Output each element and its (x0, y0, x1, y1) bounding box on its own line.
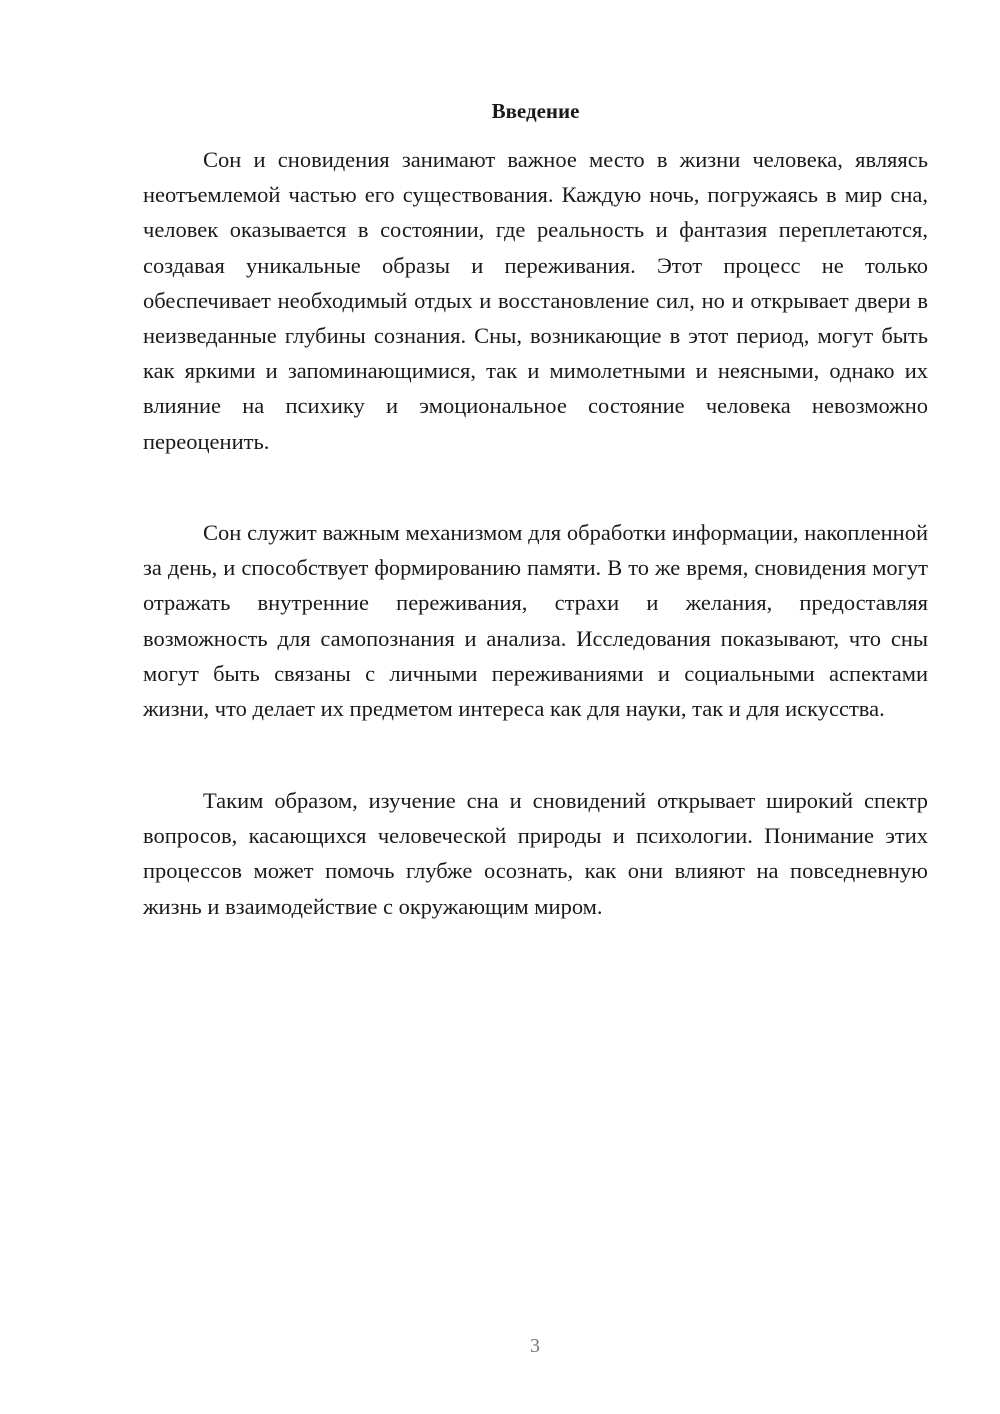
body-paragraph: Сон служит важным механизмом для обработки информации, накопленной за день, и способствует формированию памяти. В то же время, сновидения могут отражать внутренние переживания, страхи и желания, предоставляя возможность для самопознания и анализа. Исследования показывают, что сны могут быть связаны с личными переживаниями и социальными аспектами жизни, что делает их предметом интереса как для науки, так и для искусства. (143, 520, 928, 722)
page-number: 3 (530, 1335, 540, 1357)
body-paragraph: Таким образом, изучение сна и сновидений открывает широкий спектр вопросов, касающихся человеческой природы и психологии. Понимание этих процессов может помочь глубже осознать, как они влияют на повседневную жизнь и взаимодействие с окружающим миром. (143, 788, 928, 919)
page-title: Введение (491, 99, 580, 123)
body-paragraph: Сон и сновидения занимают важное место в жизни человека, являясь неотъемлемой частью его существования. Каждую ночь, погружаясь в мир сна, человек оказывается в состоянии, где реальность и фантазия переплетаются, создавая уникальные образы и переживания. Этот процесс не только обеспечивает необходимый отдых и восстановление сил, но и открывает двери в неизведанные глубины сознания. Сны, возникающие в этот период, могут быть как яркими и запоминающимися, так и мимолетными и неясными, однако их влияние на психику и эмоциональное состояние человека невозможно переоценить. (143, 147, 928, 454)
